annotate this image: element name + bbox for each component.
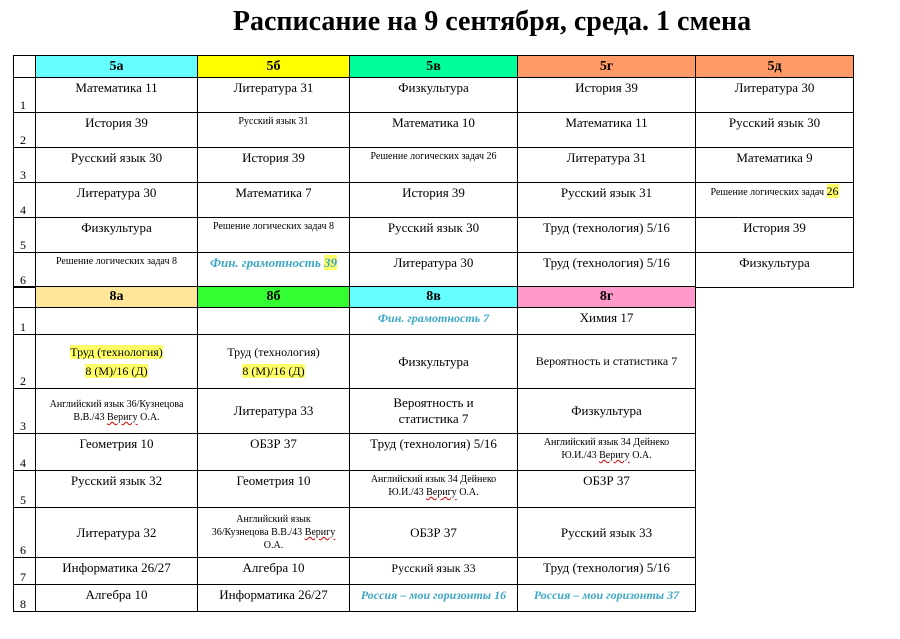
- lesson-cell: Решение логических задач 8: [198, 218, 350, 253]
- lesson-text: О.А.: [456, 487, 479, 498]
- class-header-5a: 5а: [36, 56, 198, 78]
- lesson-row: [14, 78, 854, 113]
- lesson-cell: Русский язык 33: [518, 508, 696, 558]
- lesson-text-highlight: 8 (М)/16 (Д): [85, 363, 148, 378]
- lesson-row: [14, 558, 696, 585]
- lesson-cell: Алгебра 10: [36, 585, 198, 612]
- lesson-cell: Русский язык 30: [36, 148, 198, 183]
- lesson-text: Ю.И./43: [388, 487, 427, 498]
- lesson-cell: Русский язык 31: [518, 183, 696, 218]
- lesson-cell: [198, 508, 350, 558]
- teacher-name: Веригу: [304, 527, 336, 538]
- lesson-number: 1: [14, 78, 36, 113]
- class-header-5g: 5г: [518, 56, 696, 78]
- lesson-cell: Русский язык 32: [36, 471, 198, 508]
- lesson-text: Вероятность и: [393, 395, 474, 410]
- lesson-cell: Математика 11: [36, 78, 198, 113]
- lesson-cell: [350, 389, 518, 434]
- lesson-text-italic: Россия – мои горизонты 37: [533, 588, 680, 602]
- lesson-cell: Труд (технология) 5/16: [518, 218, 696, 253]
- lesson-row: [14, 389, 696, 434]
- lesson-text-italic: Фин. грамотность 7: [377, 311, 490, 325]
- lesson-number: 3: [14, 148, 36, 183]
- lesson-row: [14, 218, 854, 253]
- lesson-text-highlight: 8 (М)/16 (Д): [242, 363, 305, 378]
- lesson-cell: Математика 7: [198, 183, 350, 218]
- header-row-grade5: [14, 56, 854, 78]
- lesson-cell: [696, 183, 854, 218]
- lesson-cell: Физкультура: [350, 78, 518, 113]
- lesson-cell: Литература 30: [350, 253, 518, 288]
- lesson-text: О.А.: [137, 412, 160, 423]
- lesson-cell: [36, 308, 198, 335]
- lesson-row: [14, 148, 854, 183]
- lesson-cell: История 39: [696, 218, 854, 253]
- lesson-cell: История 39: [198, 148, 350, 183]
- lesson-cell: ОБЗР 37: [350, 508, 518, 558]
- lesson-number: 2: [14, 113, 36, 148]
- lesson-text: Ю.И./43: [561, 450, 600, 461]
- lesson-number: 6: [14, 253, 36, 288]
- lesson-cell: Математика 9: [696, 148, 854, 183]
- lesson-text-highlight: Труд (технология): [70, 344, 163, 359]
- corner-cell: [14, 287, 36, 308]
- lesson-number: 2: [14, 335, 36, 389]
- lesson-cell: История 39: [350, 183, 518, 218]
- lesson-cell: Информатика 26/27: [198, 585, 350, 612]
- lesson-cell: ОБЗР 37: [198, 434, 350, 471]
- lesson-row: [14, 585, 696, 612]
- class-header-8g: 8г: [518, 287, 696, 308]
- class-header-5v: 5в: [350, 56, 518, 78]
- lesson-row: [14, 434, 696, 471]
- lesson-text: Английский язык: [236, 514, 311, 525]
- room-highlight: 26: [826, 184, 839, 198]
- lesson-row: [14, 471, 696, 508]
- lesson-cell: [198, 335, 350, 389]
- teacher-name: Веригу: [107, 412, 138, 423]
- lesson-number: 6: [14, 508, 36, 558]
- lesson-cell: Русский язык 33: [350, 558, 518, 585]
- lesson-row: [14, 113, 854, 148]
- lesson-cell: Литература 32: [36, 508, 198, 558]
- lesson-cell: Русский язык 30: [696, 113, 854, 148]
- lesson-cell: [518, 434, 696, 471]
- lesson-cell: Литература 31: [198, 78, 350, 113]
- lesson-cell: История 39: [36, 113, 198, 148]
- page-title: Расписание на 9 сентября, среда. 1 смена: [232, 6, 752, 37]
- lesson-text: Английский язык 34 Дейнеко: [370, 474, 497, 485]
- header-row-grade8: [14, 287, 696, 308]
- lesson-cell: Физкультура: [36, 218, 198, 253]
- lesson-row: [14, 508, 696, 558]
- lesson-number: 7: [14, 558, 36, 585]
- lesson-number: 5: [14, 471, 36, 508]
- lesson-row: [14, 335, 696, 389]
- teacher-name: Веригу: [599, 450, 630, 461]
- lesson-row: [14, 308, 696, 335]
- lesson-cell: [198, 253, 350, 288]
- lesson-text-italic: Россия – мои горизонты 16: [360, 588, 507, 602]
- lesson-text: 36/Кузнецова В.В./43: [211, 527, 305, 538]
- lesson-text: Решение логических задач: [710, 187, 827, 198]
- lesson-cell: [198, 308, 350, 335]
- lesson-cell: Геометрия 10: [198, 471, 350, 508]
- lesson-cell: Труд (технология) 5/16: [518, 558, 696, 585]
- lesson-text: О.А.: [629, 450, 652, 461]
- lesson-cell: Физкультура: [350, 335, 518, 389]
- lesson-text: Труд (технология): [227, 344, 320, 359]
- lesson-text-italic: Фин. грамотность: [209, 255, 325, 270]
- room-highlight: 39: [324, 255, 338, 270]
- lesson-text: Английский язык 36/Кузнецова: [49, 399, 184, 410]
- lesson-cell: Физкультура: [696, 253, 854, 288]
- class-header-8v: 8в: [350, 287, 518, 308]
- lesson-text: В.В./43: [73, 412, 108, 423]
- lesson-cell: Алгебра 10: [198, 558, 350, 585]
- lesson-number: 8: [14, 585, 36, 612]
- class-header-5d: 5д: [696, 56, 854, 78]
- lesson-cell: Вероятность и статистика 7: [518, 335, 696, 389]
- lesson-cell: Математика 11: [518, 113, 696, 148]
- lesson-cell: Физкультура: [518, 389, 696, 434]
- lesson-row: [14, 183, 854, 218]
- class-header-5b: 5б: [198, 56, 350, 78]
- lesson-cell: Труд (технология) 5/16: [350, 434, 518, 471]
- lesson-cell: Литература 31: [518, 148, 696, 183]
- lesson-cell: Русский язык 31: [198, 113, 350, 148]
- lesson-number: 3: [14, 389, 36, 434]
- lesson-cell: Литература 30: [696, 78, 854, 113]
- lesson-number: 1: [14, 308, 36, 335]
- lesson-cell: [350, 585, 518, 612]
- lesson-cell: [36, 389, 198, 434]
- lesson-text: О.А.: [263, 540, 284, 551]
- lesson-number: 4: [14, 434, 36, 471]
- lesson-number: 4: [14, 183, 36, 218]
- lesson-cell: [350, 308, 518, 335]
- lesson-number: 5: [14, 218, 36, 253]
- lesson-cell: [518, 585, 696, 612]
- lesson-row: [14, 253, 854, 288]
- teacher-name: Веригу: [426, 487, 457, 498]
- lesson-text: Английский язык 34 Дейнеко: [543, 437, 670, 448]
- lesson-cell: Решение логических задач 26: [350, 148, 518, 183]
- lesson-cell: Русский язык 30: [350, 218, 518, 253]
- schedule-table-grade5: [13, 55, 854, 288]
- lesson-cell: Геометрия 10: [36, 434, 198, 471]
- lesson-cell: [350, 471, 518, 508]
- class-header-8a: 8а: [36, 287, 198, 308]
- lesson-cell: [36, 335, 198, 389]
- lesson-cell: История 39: [518, 78, 696, 113]
- lesson-cell: Информатика 26/27: [36, 558, 198, 585]
- lesson-cell: Труд (технология) 5/16: [518, 253, 696, 288]
- class-header-8b: 8б: [198, 287, 350, 308]
- lesson-cell: Литература 33: [198, 389, 350, 434]
- corner-cell: [14, 56, 36, 78]
- lesson-cell: Химия 17: [518, 308, 696, 335]
- lesson-cell: Литература 30: [36, 183, 198, 218]
- lesson-text: статистика 7: [398, 411, 469, 426]
- lesson-cell: Математика 10: [350, 113, 518, 148]
- schedule-table-grade8: [13, 286, 696, 612]
- lesson-cell: ОБЗР 37: [518, 471, 696, 508]
- lesson-cell: Решение логических задач 8: [36, 253, 198, 288]
